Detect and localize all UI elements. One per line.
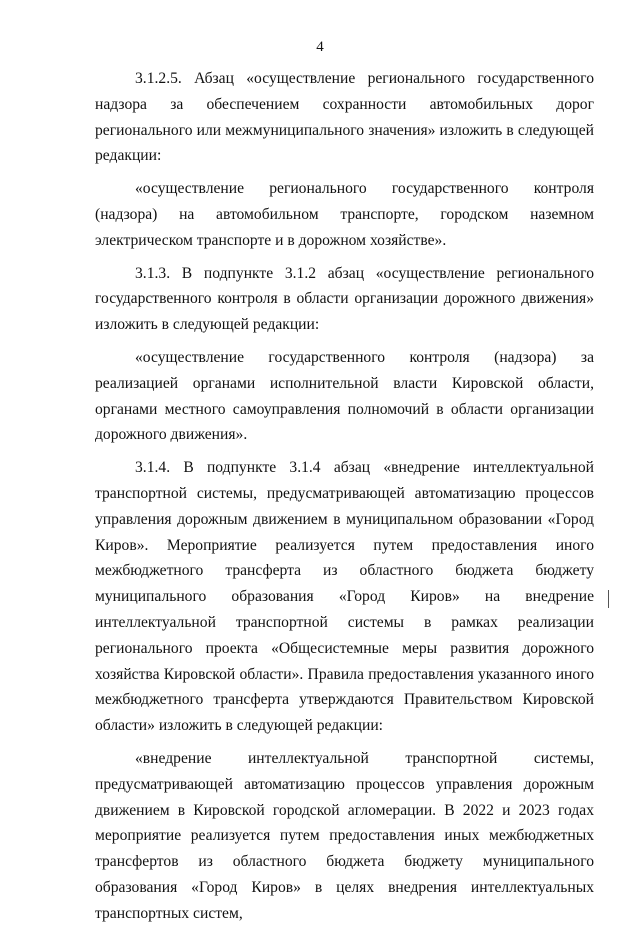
paragraph-3-1-2-5-new-wording: «осуществление регионального государственного контроля (надзора) на автомобильном транспорте, городском наземном электрическом транспорте и в дорожном хозяйстве». (95, 180, 594, 249)
paragraph-3-1-3-new-wording: «осуществление государственного контроля (надзора) за реализацией органами исполнительной власти Кировской области, органами местного самоуправления полномочий в области организации дорожного движения». (95, 348, 594, 444)
paragraph-3-1-2-5: 3.1.2.5. Абзац «осуществление регионального государственного надзора за обеспечением сохранности автомобильных дорог регионального или межмуниципального значения» изложить в следующей редакции: (95, 70, 594, 165)
paragraph-3-1-4-new-wording: «внедрение интеллектуальной транспортной системы, предусматривающей автоматизацию процессов управления дорожным движением в Кировской городской агломерации. В 2022 и 2023 годах мероприятие реализуется путем предоставления иных межбюджетных трансфертов из областного бюджета бюджету муниципального образования «Город Киров» в целях внедрения интеллектуальных транспортных систем, (95, 749, 594, 922)
paragraph-3-1-4: 3.1.4. В подпункте 3.1.4 абзац «внедрение интеллектуальной транспортной системы, предусматривающей автоматизацию процессов управления дорожным движением в муниципальном образовании «Город Киров». Мероприятие реализуется путем предоставления иного межбюджетного трансферта из областного бюджета бюджету муниципального образования «Город Киров» на внедрение интеллектуальной транспортной системы в рамках реализации регионального проекта «Общесистемные меры развития дорожного хозяйства Кировской области». Правила предоставления указанного иного межбюджетного трансферта утверждаются Правительством Кировской области» изложить в следующей редакции: (95, 459, 594, 735)
margin-scan-mark (608, 590, 609, 608)
page-number: 4 (316, 39, 324, 55)
document-body (95, 66, 594, 927)
paragraph-3-1-3: 3.1.3. В подпункте 3.1.2 абзац «осуществление регионального государственного контроля в области организации дорожного движения» изложить в следующей редакции: (95, 264, 594, 334)
